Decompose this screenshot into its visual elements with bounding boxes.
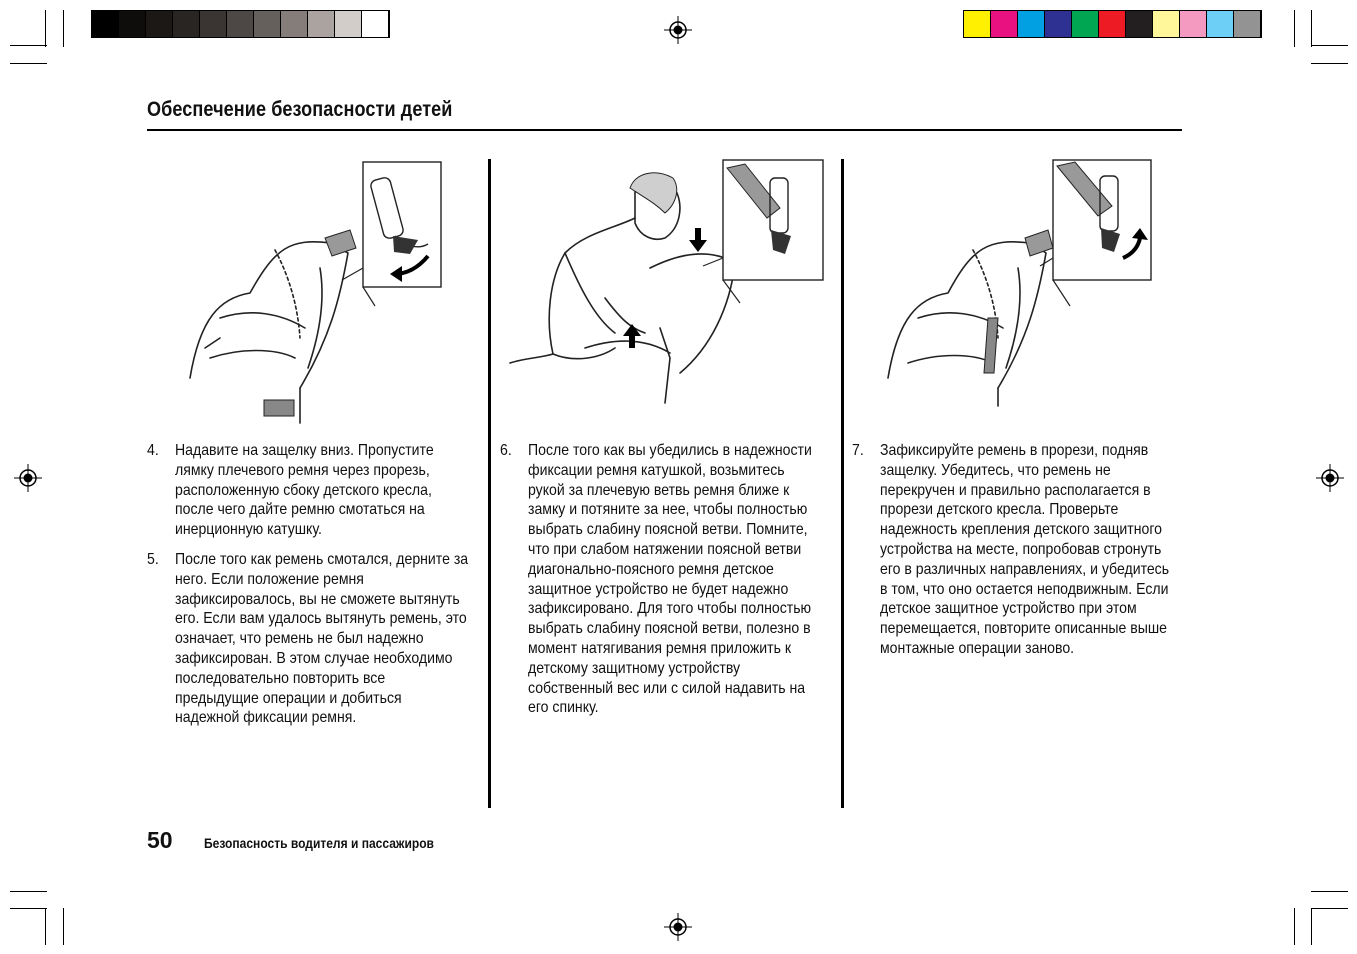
color-swatch bbox=[308, 11, 335, 37]
instruction-text: Надавите на защелку вниз. Пропустите лямку плечевого ремня через прорезь, расположенную сбоку детского кресла, после чего дайте ремню смотаться на инерционную катушку. bbox=[175, 442, 434, 539]
color-swatch bbox=[1207, 11, 1234, 37]
text-column-1 bbox=[147, 441, 510, 738]
color-swatch bbox=[173, 11, 200, 37]
color-swatch bbox=[92, 11, 119, 37]
color-swatch bbox=[119, 11, 146, 37]
instruction-item bbox=[147, 441, 510, 540]
process-color-bar bbox=[963, 10, 1262, 38]
registration-mark-left bbox=[14, 464, 42, 492]
registration-mark-top bbox=[664, 16, 692, 44]
instruction-text: Зафиксируйте ремень в прорези, подняв защелку. Убедитесь, что ремень не перекручен и правильно располагается в прорези детского кресла. Проверьте надежность крепления детского защитного устройства на месте, попробовав стронуть его в различных направлениях, и убедитесь в том, что оно остается неподвижным. Если детское защитное устройство при этом перемещается, повторите описанные выше монтажные операции заново. bbox=[880, 442, 1170, 657]
child-seat-illustration-step4 bbox=[180, 158, 450, 428]
child-seat-illustration-step6 bbox=[505, 158, 830, 408]
color-swatch bbox=[1018, 11, 1045, 37]
color-swatch bbox=[362, 11, 389, 37]
registration-mark-right bbox=[1316, 464, 1344, 492]
title-rule bbox=[147, 129, 1182, 131]
instruction-item bbox=[500, 441, 863, 718]
color-swatch bbox=[1234, 11, 1261, 37]
instruction-number: 6. bbox=[500, 442, 512, 459]
grayscale-color-bar bbox=[91, 10, 390, 38]
color-swatch bbox=[254, 11, 281, 37]
color-swatch bbox=[281, 11, 308, 37]
instruction-item bbox=[147, 550, 510, 728]
section-label: Безопасность водителя и пассажиров bbox=[204, 835, 434, 851]
instruction-number: 4. bbox=[147, 442, 159, 459]
color-swatch bbox=[227, 11, 254, 37]
color-swatch bbox=[964, 11, 991, 37]
color-swatch bbox=[1126, 11, 1153, 37]
text-column-3 bbox=[852, 441, 1215, 669]
color-swatch bbox=[1180, 11, 1207, 37]
instruction-number: 5. bbox=[147, 550, 159, 568]
color-swatch bbox=[146, 11, 173, 37]
color-swatch bbox=[1099, 11, 1126, 37]
color-swatch bbox=[335, 11, 362, 37]
instruction-number: 7. bbox=[852, 442, 864, 459]
color-swatch bbox=[1072, 11, 1099, 37]
color-swatch bbox=[1153, 11, 1180, 37]
text-column-2 bbox=[500, 441, 863, 728]
color-swatch bbox=[1045, 11, 1072, 37]
color-swatch bbox=[991, 11, 1018, 37]
color-swatch bbox=[200, 11, 227, 37]
registration-mark-bottom bbox=[664, 913, 692, 941]
page-title: Обеспечение безопасности детей bbox=[147, 98, 453, 121]
instruction-text: После того как вы убедились в надежности фиксации ремня катушкой, возьмитесь рукой за плечевую ветвь ремня ближе к замку и потяните за нее, чтобы полностью выбрать слабину поясной ветви. Помните, что при слабом натяжении поясной ветви диагонально-поясного ремня детское защитное устройство не будет надежно зафиксировано. Для того чтобы полностью выбрать слабину поясной ветви, полезно в момент натягивания ремня приложить к детскому защитному устройству собственный вес или с силой надавить на его спинку. bbox=[528, 442, 812, 717]
instruction-text: После того как ремень смотался, дерните за него. Если положение ремня зафиксировалось, вы не сможете вытянуть его. Если вам удалось вытянуть ремень, это означает, что ремень не был надежно зафиксирован. В этом случае необходимо последовательно повторить все предыдущие операции и добиться надежной фиксации ремня. bbox=[175, 550, 469, 727]
instruction-item bbox=[852, 441, 1215, 659]
child-seat-illustration-step7 bbox=[880, 158, 1155, 408]
page-number: 50 bbox=[147, 827, 173, 853]
